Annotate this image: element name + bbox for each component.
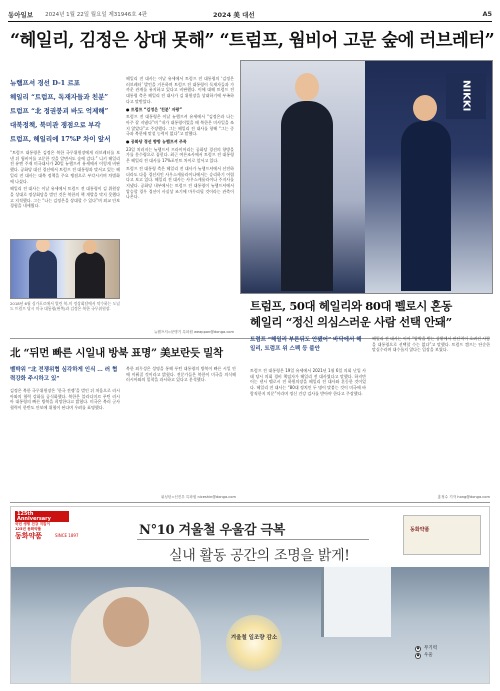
- product-box: [403, 515, 481, 555]
- subhead-line: 트럼프 “北 정권붕괴 바도 억제해”: [10, 107, 109, 115]
- light-bulb-icon: [226, 615, 282, 671]
- anniversary-text-2: 125년 동화약품: [15, 526, 42, 531]
- north-korea-body-1: [10, 388, 120, 493]
- subhead-line: 트럼프, 헤일리에 17%P 차이 앞서: [10, 135, 111, 143]
- paragraph: 트럼프 전 대통령 측은 헤일리 전 대사가 뉴햄프셔에서 선전하더라도 다음 경선지인 사우스캐롤라이나에서는 승리하기 어렵다고 보고 있다. 헤일리 전 대사는 사우스캐롤라이나 주지사를 지냈다. 공화당 내부에서는 트럼프 전 대통령이 뉴햄프셔에서 압승할 경우 경선이 사실상 조기에 마무리될 것이라는 관측이 나온다.: [126, 165, 234, 200]
- haley-body-2: [372, 336, 490, 494]
- tag-label: 무기력: [424, 646, 438, 651]
- subhead-line: 헤일리 “트럼프, 독재자들과 친분”: [10, 93, 109, 101]
- figure-trump: [29, 250, 57, 299]
- haley-body-1: [250, 368, 366, 494]
- brand-name: 동화약품: [15, 532, 43, 540]
- inline-subhead: ● 트럼프 “김정은 ‘친분’ 자랑”: [126, 106, 182, 112]
- anniversary-big: 125th Anniversary: [15, 511, 69, 522]
- haley-byline: 홍정수 기자 hong@donga.com: [437, 495, 490, 499]
- inline-subhead: ● 공화당 경선 향방 뉴햄프셔 주목: [126, 139, 187, 145]
- window-illustration: [321, 567, 391, 637]
- symptom-tags: [415, 645, 437, 659]
- tag-lethargy: [415, 645, 437, 652]
- main-headline: “헤일리, 김정은 상대 못해” “트럼프, 웜비어 고문 숲에 러브레터”: [10, 31, 495, 51]
- tag-circle-icon: ●: [416, 646, 420, 650]
- paragraph: 23일 치러지는 뉴햄프셔 프라이머리는 공화당 경선의 향방을 가를 분수령으로 꼽힌다. 최근 여론조사에서 트럼프 전 대통령은 헤일리 전 대사를 17%포인트 차이로 앞서고 있다.: [126, 146, 234, 164]
- anniversary-text: 국민 생명 건강 지킴이: [15, 522, 50, 527]
- paragraph: 헤일리 전 대사는 이날 유세에서 트럼프 전 대통령이 김 위원장을 상대로 정상회담을 벌인 것은 북한의 핵 개발을 막지 못했다고 지적했다. 그는 “나는 김정은을 상대할 수 있다”며 외교 안보 경험을 내세웠다.: [10, 186, 120, 209]
- spacer: [240, 297, 244, 298]
- north-korea-body-2: [126, 366, 236, 493]
- speaker-figure-left: [281, 101, 333, 291]
- speaker-figure-right: [401, 121, 451, 291]
- paragraph: “트럼프 대통령은 김정은 북한 국무위원장에게 러브레터를 보낸 뒤 웜비어를 고문한 것을 알면서도 숲에 갔다.” 니키 헤일리 전 유엔 주재 미국대사가 20일 뉴햄프셔 유세에서 이렇게 비판했다. 공화당 대선 경선에서 트럼프 전 대통령과 맞서고 있는 헤일리 전 대사는 대북 정책을 주요 쟁점으로 부각시키며 차별화에 나섰다.: [10, 150, 120, 184]
- ad-brand-block: [11, 507, 111, 557]
- lead-subheads: [10, 76, 120, 146]
- page-number: A5: [482, 10, 492, 18]
- subhead-line: 대북정책, 북미관 쟁점으로 부각: [10, 121, 101, 129]
- paragraph: 트럼프 전 대통령은 이날 뉴햄프셔 유세에서 “김정은과 나는 아주 잘 지냈다”며 “내가 대통령이었을 때 북한은 미사일을 쏘지 않았다”고 주장했다. 그는 헤일리 전 대사를 향해 “그는 중국과 북한에 맞설 능력이 없다”고 말했다.: [126, 114, 234, 137]
- north-korea-headline: 北 “뒤먼 빠른 시일내 방북 표명” 美보란듯 밀착: [10, 347, 223, 359]
- paragraph: 김정은 북한 국무위원장은 ‘한국 전쟁’을 벌인 뒤 처음으로 러시아와의 협력 강화를 공식화했다. 북한은 블라디미르 푸틴 러시아 대통령의 빠른 방북을 희망한다고 밝혔다. 미국은 북러 군사 협력이 한반도 안보에 위협이 된다며 우려를 표명했다.: [10, 388, 120, 411]
- tag-depression: [415, 652, 437, 659]
- lead-article-column-2: [126, 76, 234, 334]
- masthead-rule: [8, 21, 492, 22]
- woman-figure: [71, 587, 201, 684]
- lead-article-body: [10, 150, 120, 236]
- haley-headline: [250, 298, 490, 330]
- anniversary-badge: [15, 511, 69, 531]
- ad-room-scene: [11, 567, 490, 684]
- issue-date: 2024년 1월 22일 월요일 제31946호 4판: [45, 12, 148, 18]
- newspaper-logo: 동아일보: [8, 10, 34, 19]
- summit-photo-caption: 2018년 6월 싱가포르에서 열린 북-미 정상회담에서 악수하는 도널드 트럼프 당시 미국 대통령(왼쪽)과 김정은 북한 국무위원장.: [10, 301, 120, 311]
- summit-photo: [10, 239, 120, 299]
- product-label: 동화약품: [410, 527, 430, 533]
- north-korea-subhead: 벨박위 “北 전쟁위협 심각하게 인식 … 러 협력강화 주시하고 있”: [10, 367, 118, 382]
- brand-since: SINCE 1897: [55, 533, 79, 538]
- campaign-sign: NIKKI: [446, 73, 486, 119]
- tag-label: 우울: [424, 653, 433, 658]
- ad-rule: [137, 539, 369, 540]
- paragraph: 헤일리 전 대사는 이어 “압박을 받는 상황에서 판단력이 흐려진 사람을 대통령으로 선택할 수는 없다”고 말했다. 트럼프 캠프는 단순한 말실수라며 대수롭지 않다는 입장을 보였다.: [372, 336, 490, 353]
- paragraph: 트럼프 전 대통령은 19일 유세에서 2021년 1월 6일 의회 난입 사태 당시 의회 경비 책임자가 헤일리 전 대사였다고 말했다. 하지만 이는 낸시 펠로시 전 하원의장을 헤일리 전 대사와 혼동한 것이었다. 헤일리 전 대사는 “80대 정치인 두 명이 맞붙는 것이 미국에 바람직한지 의문”이라며 정신 건강 검사를 받아야 한다고 주장했다.: [250, 368, 366, 396]
- advertisement[interactable]: [10, 506, 490, 684]
- ad-subheadline: 실내 활동 공간의 조명을 밝게!: [169, 548, 350, 564]
- subhead-line: 뉴햄프셔 경선 D-1 르포: [10, 79, 80, 87]
- figure-kim: [75, 252, 105, 299]
- section-label: 2024 美 대선: [213, 10, 255, 19]
- masthead: [8, 8, 492, 20]
- paragraph: 북한 외무성은 성명을 통해 푸틴 대통령의 방북이 빠른 시일 안에 이뤄질 것이라고 밝혔다. 전문가들은 북한이 미국을 의식해 러시아와의 밀착을 과시하고 있다고 분석했다.: [126, 366, 236, 383]
- paragraph: 헤일리 전 대사는 이날 유세에서 트럼프 전 대통령의 ‘김정은 러브레터’ 발언을 거론하며 트럼프 전 대통령이 독재자들과 가까운 관계를 유지하고 있다고 비판했다. 이에 대해 트럼프 전 대통령 측은 헤일리 전 대사가 김 위원장을 상대하기에 부족하다고 맞받았다.: [126, 76, 234, 104]
- haley-subhead: 트럼프 “헤일리 부른뒤도 안됐어” 바닥에서 헤일리, 트럼프 위 스펙 등 불안: [250, 337, 362, 352]
- tag-circle-icon: ●: [416, 653, 420, 657]
- north-byline: 워싱턴=신진우 특파원 niceshin@donga.com: [160, 495, 236, 499]
- haley-headline-text: 트럼프, 50대 헤일리와 80대 펠로시 혼동 헤일리 “정신 의심스러운 사람 선택 안돼”: [250, 299, 452, 329]
- rally-photo: [240, 60, 493, 294]
- bulb-caption: 겨울철 일조량 감소: [230, 635, 278, 641]
- lead-byline: 뉴햄프셔=문병기 특파원 weappon@donga.com: [153, 330, 234, 334]
- ad-headline: N°10 겨울철 우울감 극복: [139, 523, 286, 538]
- ad-divider: [10, 502, 490, 503]
